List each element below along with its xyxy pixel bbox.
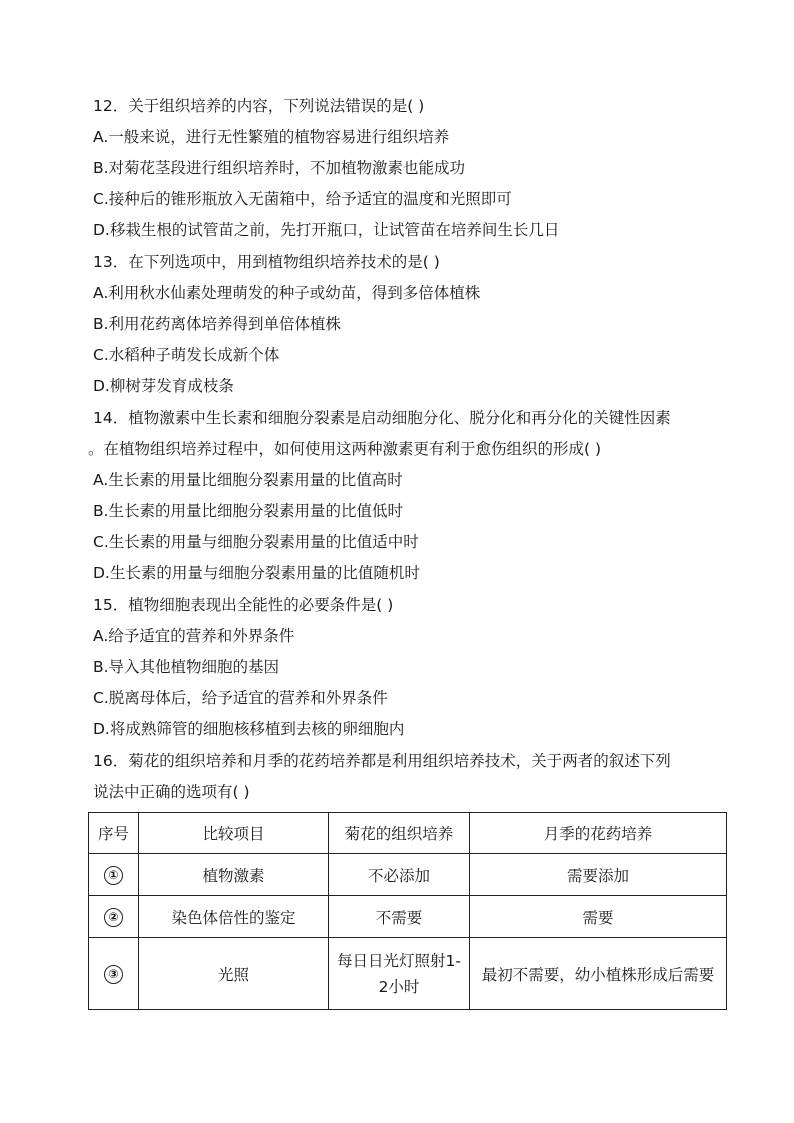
question-15-option-a: A.给予适宜的营养和外界条件 xyxy=(93,627,295,645)
cell-text-line: 每日日光灯照射1- xyxy=(337,951,461,970)
question-13-option-a: A.利用秋水仙素处理萌发的种子或幼苗，得到多倍体植株 xyxy=(93,284,481,302)
table-cell: 需要添加 xyxy=(470,854,727,896)
table-cell: 染色体倍性的鉴定 xyxy=(139,896,329,938)
table-cell: 光照 xyxy=(139,938,329,1010)
question-14-stem-line1: 14．植物激素中生长素和细胞分裂素是启动细胞分化、脱分化和再分化的关键性因素 xyxy=(93,409,671,427)
question-12-option-b: B.对菊花茎段进行组织培养时，不加植物激素也能成功 xyxy=(93,159,466,177)
question-15-option-d: D.将成熟筛管的细胞核移植到去核的卵细胞内 xyxy=(93,720,405,738)
question-15-stem: 15．植物细胞表现出全能性的必要条件是( ) xyxy=(93,596,394,614)
question-15-option-c: C.脱离母体后，给予适宜的营养和外界条件 xyxy=(93,689,388,707)
question-14-option-d: D.生长素的用量与细胞分裂素用量的比值随机时 xyxy=(93,564,420,582)
circled-number: ① xyxy=(104,866,123,885)
question-16-stem-line2: 说法中正确的选项有( ) xyxy=(93,783,250,801)
question-12-stem: 12．关于组织培养的内容，下列说法错误的是( ) xyxy=(93,97,425,115)
question-12-option-a: A.一般来说，进行无性繁殖的植物容易进行组织培养 xyxy=(93,128,450,146)
question-14-option-c: C.生长素的用量与细胞分裂素用量的比值适中时 xyxy=(93,533,419,551)
table-row xyxy=(89,938,727,1010)
table-header-cell: 月季的花药培养 xyxy=(470,813,727,854)
circled-number: ③ xyxy=(104,965,123,984)
question-12-option-c: C.接种后的锥形瓶放入无菌箱中，给予适宜的温度和光照即可 xyxy=(93,190,512,208)
table-row xyxy=(89,896,727,938)
question-12-option-d: D.移栽生根的试管苗之前，先打开瓶口，让试管苗在培养间生长几日 xyxy=(93,221,560,239)
row-index-cell xyxy=(89,896,139,938)
question-13-option-b: B.利用花药离体培养得到单倍体植株 xyxy=(93,315,342,333)
question-14-option-b: B.生长素的用量比细胞分裂素用量的比值低时 xyxy=(93,502,404,520)
row-index-cell xyxy=(89,854,139,896)
question-14-option-a: A.生长素的用量比细胞分裂素用量的比值高时 xyxy=(93,471,403,489)
table-cell: 最初不需要，幼小植株形成后需要 xyxy=(470,938,727,1010)
question-14-stem-line2: 。在植物组织培养过程中，如何使用这两种激素更有利于愈伤组织的形成( ) xyxy=(88,440,602,458)
comparison-table xyxy=(88,812,727,1010)
row-index-cell xyxy=(89,938,139,1010)
table-cell xyxy=(329,938,470,1010)
cell-text-line: 2小时 xyxy=(378,977,420,996)
table-header-cell: 序号 xyxy=(89,813,139,854)
table-cell: 需要 xyxy=(470,896,727,938)
circled-number: ② xyxy=(104,908,123,927)
question-15-option-b: B.导入其他植物细胞的基因 xyxy=(93,658,280,676)
question-13-option-d: D.柳树芽发育成枝条 xyxy=(93,377,234,395)
table-cell: 不需要 xyxy=(329,896,470,938)
question-13-stem: 13．在下列选项中，用到植物组织培养技术的是( ) xyxy=(93,253,440,271)
question-13-option-c: C.水稻种子萌发长成新个体 xyxy=(93,346,280,364)
question-16-stem-line1: 16．菊花的组织培养和月季的花药培养都是利用组织培养技术，关于两者的叙述下列 xyxy=(93,752,671,770)
table-header-row xyxy=(89,813,727,854)
table-header-cell: 比较项目 xyxy=(139,813,329,854)
table-cell: 植物激素 xyxy=(139,854,329,896)
table-row xyxy=(89,854,727,896)
table-header-cell: 菊花的组织培养 xyxy=(329,813,470,854)
table-cell: 不必添加 xyxy=(329,854,470,896)
